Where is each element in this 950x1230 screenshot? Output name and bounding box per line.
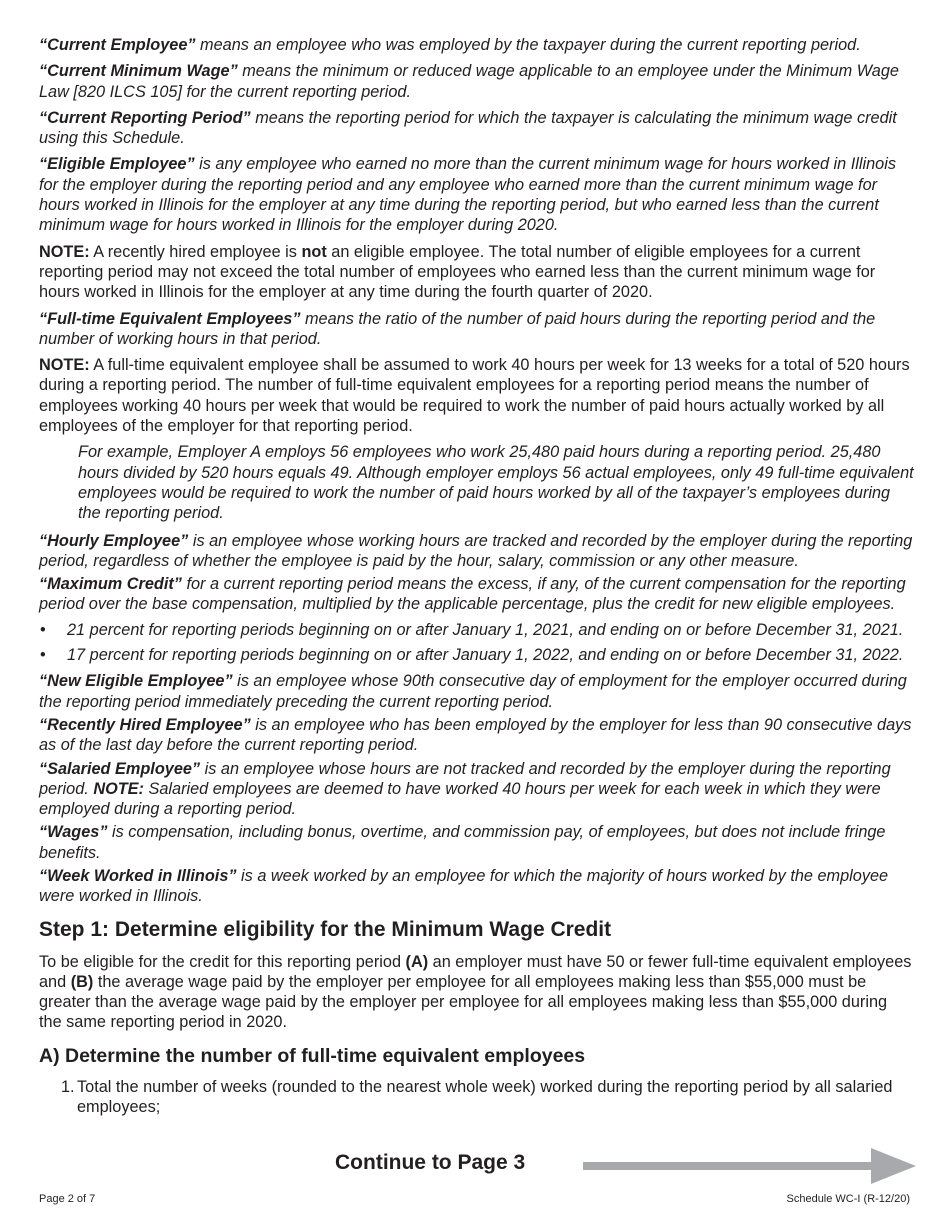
definition-hourly-employee: “Hourly Employee” is an employee whose working hours are tracked and recorded by the employer during the reporting period, regardless of whether the employee is paid by the hour, salary, commission or any other measure. (39, 531, 913, 570)
definition-term: “Current Reporting Period” (39, 108, 251, 127)
numbered-item (39, 1077, 914, 1118)
note-recently-hired: NOTE: A recently hired employee is not an eligible employee. The total number of eligible employees for a current reporting period may not exceed the total number of employees who earned less than the current minimum wage for hours worked in Illinois for the employer at any time during the fourth quarter of 2020. (39, 242, 876, 302)
definition-term: “Current Employee” (39, 36, 196, 54)
step1-heading: Step 1: Determine eligibility for the Minimum Wage Credit (39, 917, 612, 941)
definition-wages: “Wages” is compensation, including bonus, overtime, and commission pay, of employees, but does not include fringe benefits. (39, 823, 886, 862)
definition-term: “Maximum Credit” (39, 575, 182, 594)
definition-week-worked: “Week Worked in Illinois” is a week worked by an employee for which the majority of hours worked by the employee were worked in Illinois. (39, 866, 889, 906)
note-label: NOTE: (39, 356, 90, 375)
definition-current-reporting-period: “Current Reporting Period” means the reporting period for which the taxpayer is calculating the minimum wage credit using this Schedule. (39, 108, 897, 148)
note-label: NOTE: (39, 242, 90, 261)
bullet-icon: • (40, 646, 46, 665)
list-item: • 21 percent for reporting periods beginning on or after January 1, 2021, and ending on or before December 31, 2021. (40, 620, 904, 639)
page-content (39, 35, 914, 1117)
definition-term: “New Eligible Employee” (39, 672, 233, 691)
list-item: • 17 percent for reporting periods beginning on or after January 1, 2022, and ending on or before December 31, 2022. (40, 646, 904, 665)
definition-current-minimum-wage: “Current Minimum Wage” means the minimum or reduced wage applicable to an employee under the Minimum Wage Law [820 ILCS 105] for the current reporting period. (39, 62, 899, 101)
arrow-shaft (583, 1162, 873, 1170)
definition-term: “Recently Hired Employee” (39, 715, 251, 734)
continue-arrow-icon (583, 1148, 916, 1184)
bullet-icon: • (40, 620, 46, 639)
continue-label: Continue to Page 3 (335, 1151, 526, 1174)
item-text: Total the number of weeks (rounded to the nearest whole week) worked during the reporting period by all salaried employees; (77, 1077, 893, 1117)
example-paragraph: For example, Employer A employs 56 employees who work 25,480 paid hours during a reporting period. 25,480 hours divided by 520 hours equals 49. Although employer employs 56 actual employees, only 49 full-time equivalent employees would be required to work the number of paid hours worked by all of the taxpayer’s employees during the reporting period. (78, 443, 914, 523)
definition-eligible-employee: “Eligible Employee” is any employee who earned no more than the current minimum wage for hours worked in Illinois for the employer during the reporting period and any employee who earned more than the current minimum wage for hours worked in Illinois for the employer at any time during the reporting period, but who earned less than the current minimum wage for hours worked in Illinois for the employer during 2020. (39, 155, 896, 235)
definition-recently-hired-employee: “Recently Hired Employee” is an employee who has been employed by the employer for less than 90 consecutive days as of the last day before the current reporting period. (39, 715, 912, 755)
definition-salaried-employee: “Salaried Employee” is an employee whose hours are not tracked and recorded by the employer during the reporting period. NOTE: Salaried employees are deemed to have worked 40 hours per week for each week in which they were employed during a reporting period. (39, 759, 891, 819)
step1-intro: To be eligible for the credit for this reporting period (A) an employer must have 50 or fewer full-time equivalent employees and (B) the average wage paid by the employer per employee for all employees making less than $55,000 must be greater than the average wage paid by the employer per employee for all employees making less than $55,000 during the same reporting period in 2020. (39, 952, 912, 1032)
definition-term: “Week Worked in Illinois” (39, 866, 237, 885)
percentage-list (39, 620, 914, 666)
definition-full-time-equivalent: “Full-time Equivalent Employees” means the ratio of the number of paid hours during the reporting period and the number of working hours in that period. (39, 309, 876, 348)
definition-term: “Eligible Employee” (39, 155, 195, 174)
note-full-time-equivalent: NOTE: A full-time equivalent employee shall be assumed to work 40 hours per week for 13 weeks for a total of 520 hours during a reporting period. The number of full-time equivalent employees for a reporting period means the number of employees working 40 hours per week that would be required to work the number of paid hours actually worked by all employees of the employer for that reporting period. (39, 356, 910, 436)
definition-term: “Current Minimum Wage” (39, 62, 238, 81)
definition-maximum-credit: “Maximum Credit” for a current reporting period means the excess, if any, of the current compensation for the reporting period over the base compensation, multiplied by the applicable percentage, plus the credit for new eligible employees. (39, 575, 906, 614)
definition-new-eligible-employee: “New Eligible Employee” is an employee whose 90th consecutive day of employment for the employer occurred during the reporting period immediately preceding the current reporting period. (39, 672, 907, 711)
form-id: Schedule WC-I (R-12/20) (786, 1193, 910, 1205)
arrow-head (871, 1148, 916, 1184)
note-label: NOTE: (93, 779, 144, 798)
definition-term: “Hourly Employee” (39, 531, 189, 550)
definition-term: “Salaried Employee” (39, 759, 201, 778)
definition-term: “Wages” (39, 823, 108, 842)
definition-term: “Full-time Equivalent Employees” (39, 309, 301, 328)
section-a-heading: A) Determine the number of full-time equivalent employees (39, 1044, 586, 1067)
page-number: Page 2 of 7 (39, 1193, 96, 1205)
definition-current-employee: “Current Employee” means an employee who was employed by the taxpayer during the current reporting period. (39, 36, 861, 54)
item-number: 1. (61, 1077, 75, 1096)
